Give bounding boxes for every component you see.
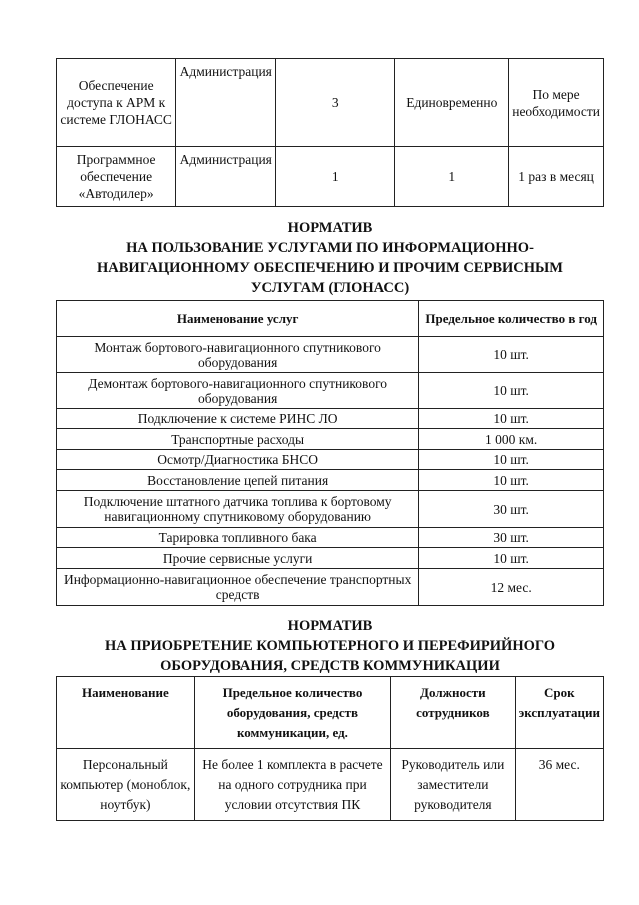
term-cell: 36 мес.	[515, 749, 603, 821]
limit-cell: 10 шт.	[419, 373, 604, 409]
service-cell: Тарировка топливного бака	[57, 528, 419, 548]
service-cell: Прочие сервисные услуги	[57, 548, 419, 569]
limit-cell: 10 шт.	[419, 548, 604, 569]
heading-line: УСЛУГАМ (ГЛОНАСС)	[250, 280, 410, 296]
service-name-cell: Программное обеспечение «Автодилер»	[57, 147, 176, 207]
heading-line: НА ПОЛЬЗОВАНИЕ УСЛУГАМИ ПО ИНФОРМАЦИОННО-	[126, 240, 534, 256]
column-header-service: Наименование услуг	[57, 301, 419, 337]
table-row	[57, 147, 604, 207]
category-cell: Администрация	[176, 59, 276, 147]
table-row	[57, 429, 604, 450]
heading-line: НОРМАТИВ	[287, 618, 373, 634]
position-cell: Руководитель или заместители руководителя	[391, 749, 516, 821]
limit-cell: 30 шт.	[419, 491, 604, 528]
table-header-row	[57, 677, 604, 749]
service-cell: Подключение штатного датчика топлива к бортовому навигационному спутниковому оборудованию	[57, 491, 419, 528]
column-header-position: Должности сотрудников	[391, 677, 516, 749]
table-header-row	[57, 301, 604, 337]
table-row	[57, 373, 604, 409]
table-row	[57, 569, 604, 606]
service-cell: Демонтаж бортового-навигационного спутникового оборудования	[57, 373, 419, 409]
limit-cell: 12 мес.	[419, 569, 604, 606]
limit-cell: 10 шт.	[419, 470, 604, 491]
term-cell: По мере необходимости	[509, 59, 604, 147]
limit-cell: 30 шт.	[419, 528, 604, 548]
heading-line: НА ПРИОБРЕТЕНИЕ КОМПЬЮТЕРНОГО И ПЕРЕФИРИЙНОГО	[104, 638, 556, 654]
section-heading-glonass	[56, 218, 604, 298]
limit-cell: 10 шт.	[419, 409, 604, 429]
table-row	[57, 548, 604, 569]
equipment-limit-cell: Не более 1 комплекта в расчете на одного сотрудника при условии отсутствия ПК	[194, 749, 390, 821]
service-name-cell: Обеспечение доступа к АРМ к системе ГЛОНАСС	[57, 59, 176, 147]
limit-cell: 10 шт.	[419, 337, 604, 373]
frequency-cell: 1	[395, 147, 509, 207]
equipment-name-cell: Персональный компьютер (моноблок, ноутбук)	[57, 749, 195, 821]
limit-cell: 10 шт.	[419, 450, 604, 470]
service-cell: Подключение к системе РИНС ЛО	[57, 409, 419, 429]
service-cell: Осмотр/Диагностика БНСО	[57, 450, 419, 470]
table-row	[57, 491, 604, 528]
table-row	[57, 450, 604, 470]
equipment-access-table	[56, 58, 604, 207]
heading-line: НОРМАТИВ	[287, 220, 373, 236]
service-cell: Монтаж бортового-навигационного спутникового оборудования	[57, 337, 419, 373]
heading-line: НАВИГАЦИОННОМУ ОБЕСПЕЧЕНИЮ И ПРОЧИМ СЕРВИСНЫМ	[97, 260, 563, 276]
column-header-limit: Предельное количество оборудования, средств коммуникации, ед.	[194, 677, 390, 749]
service-cell: Восстановление цепей питания	[57, 470, 419, 491]
computer-equipment-table	[56, 676, 604, 821]
table-row	[57, 749, 604, 821]
quantity-cell: 1	[276, 147, 395, 207]
table-row	[57, 470, 604, 491]
section-heading-equipment	[56, 616, 604, 676]
glonass-services-table	[56, 300, 604, 606]
service-cell: Транспортные расходы	[57, 429, 419, 450]
quantity-cell: 3	[276, 59, 395, 147]
table-row	[57, 59, 604, 147]
column-header-name: Наименование	[57, 677, 195, 749]
limit-cell: 1 000 км.	[419, 429, 604, 450]
column-header-limit: Предельное количество в год	[419, 301, 604, 337]
frequency-cell: Единовременно	[395, 59, 509, 147]
heading-line: ОБОРУДОВАНИЯ, СРЕДСТВ КОММУНИКАЦИИ	[160, 658, 500, 674]
table-row	[57, 409, 604, 429]
term-cell: 1 раз в месяц	[509, 147, 604, 207]
table-row	[57, 337, 604, 373]
table-row	[57, 528, 604, 548]
category-cell: Администрация	[176, 147, 276, 207]
column-header-term: Срок эксплуатации	[515, 677, 603, 749]
service-cell: Информационно-навигационное обеспечение транспортных средств	[57, 569, 419, 606]
